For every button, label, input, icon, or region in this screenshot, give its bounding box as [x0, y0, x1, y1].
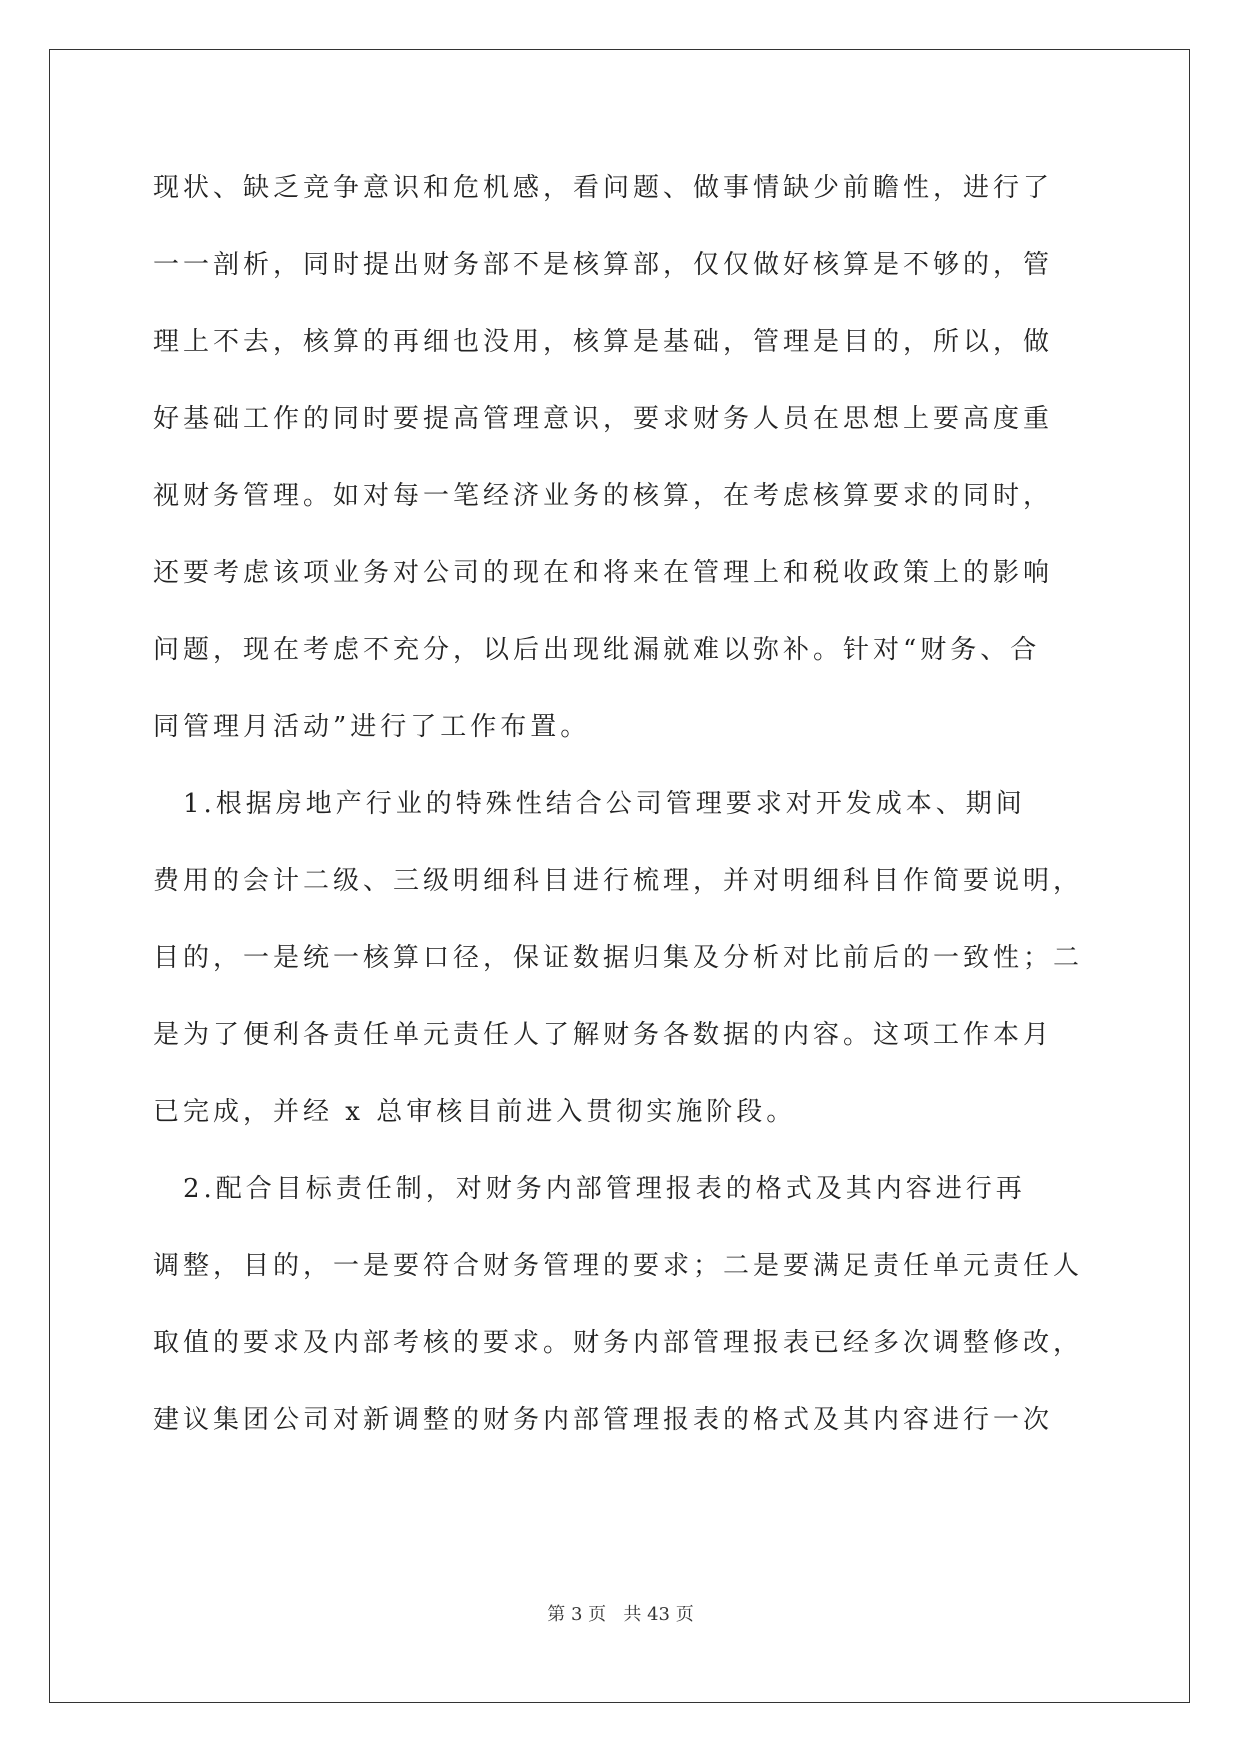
text-line: 1.根据房地产行业的特殊性结合公司管理要求对开发成本、期间 — [153, 789, 1026, 819]
text-line: 已完成，并经 x 总审核目前进入贯彻实施阶段。 — [153, 1097, 797, 1127]
text-line: 是为了便利各责任单元责任人了解财务各数据的内容。这项工作本月 — [153, 1020, 1054, 1050]
text-line: 好基础工作的同时要提高管理意识，要求财务人员在思想上要高度重 — [153, 404, 1054, 434]
footer-spacer — [606, 1604, 623, 1625]
text-line: 视财务管理。如对每一笔经济业务的核算，在考虑核算要求的同时， — [153, 481, 1054, 511]
text-line: 2.配合目标责任制，对财务内部管理报表的格式及其内容进行再 — [153, 1174, 1026, 1204]
text-line: 一一剖析，同时提出财务部不是核算部，仅仅做好核算是不够的，管 — [153, 250, 1054, 280]
document-body — [153, 150, 1088, 1459]
text-line: 建议集团公司对新调整的财务内部管理报表的格式及其内容进行一次 — [153, 1405, 1054, 1435]
text-line: 问题，现在考虑不充分，以后出现纰漏就难以弥补。针对“财务、合 — [153, 635, 1041, 665]
page-number: 第 3 页 — [547, 1604, 607, 1625]
text-line: 调整，目的，一是要符合财务管理的要求；二是要满足责任单元责任人 — [153, 1251, 1084, 1281]
text-line: 理上不去，核算的再细也没用，核算是基础，管理是目的，所以，做 — [153, 327, 1054, 357]
text-line: 取值的要求及内部考核的要求。财务内部管理报表已经多次调整修改， — [153, 1328, 1084, 1358]
text-line: 目的，一是统一核算口径，保证数据归集及分析对比前后的一致性；二 — [153, 943, 1084, 973]
page-total: 共 43 页 — [623, 1604, 694, 1625]
text-line: 还要考虑该项业务对公司的现在和将来在管理上和税收政策上的影响 — [153, 558, 1054, 588]
text-line: 同管理月活动”进行了工作布置。 — [153, 712, 591, 742]
text-line: 现状、缺乏竞争意识和危机感，看问题、做事情缺少前瞻性，进行了 — [153, 173, 1054, 203]
text-line: 费用的会计二级、三级明细科目进行梳理，并对明细科目作简要说明， — [153, 866, 1084, 896]
page-footer — [0, 1600, 1241, 1626]
